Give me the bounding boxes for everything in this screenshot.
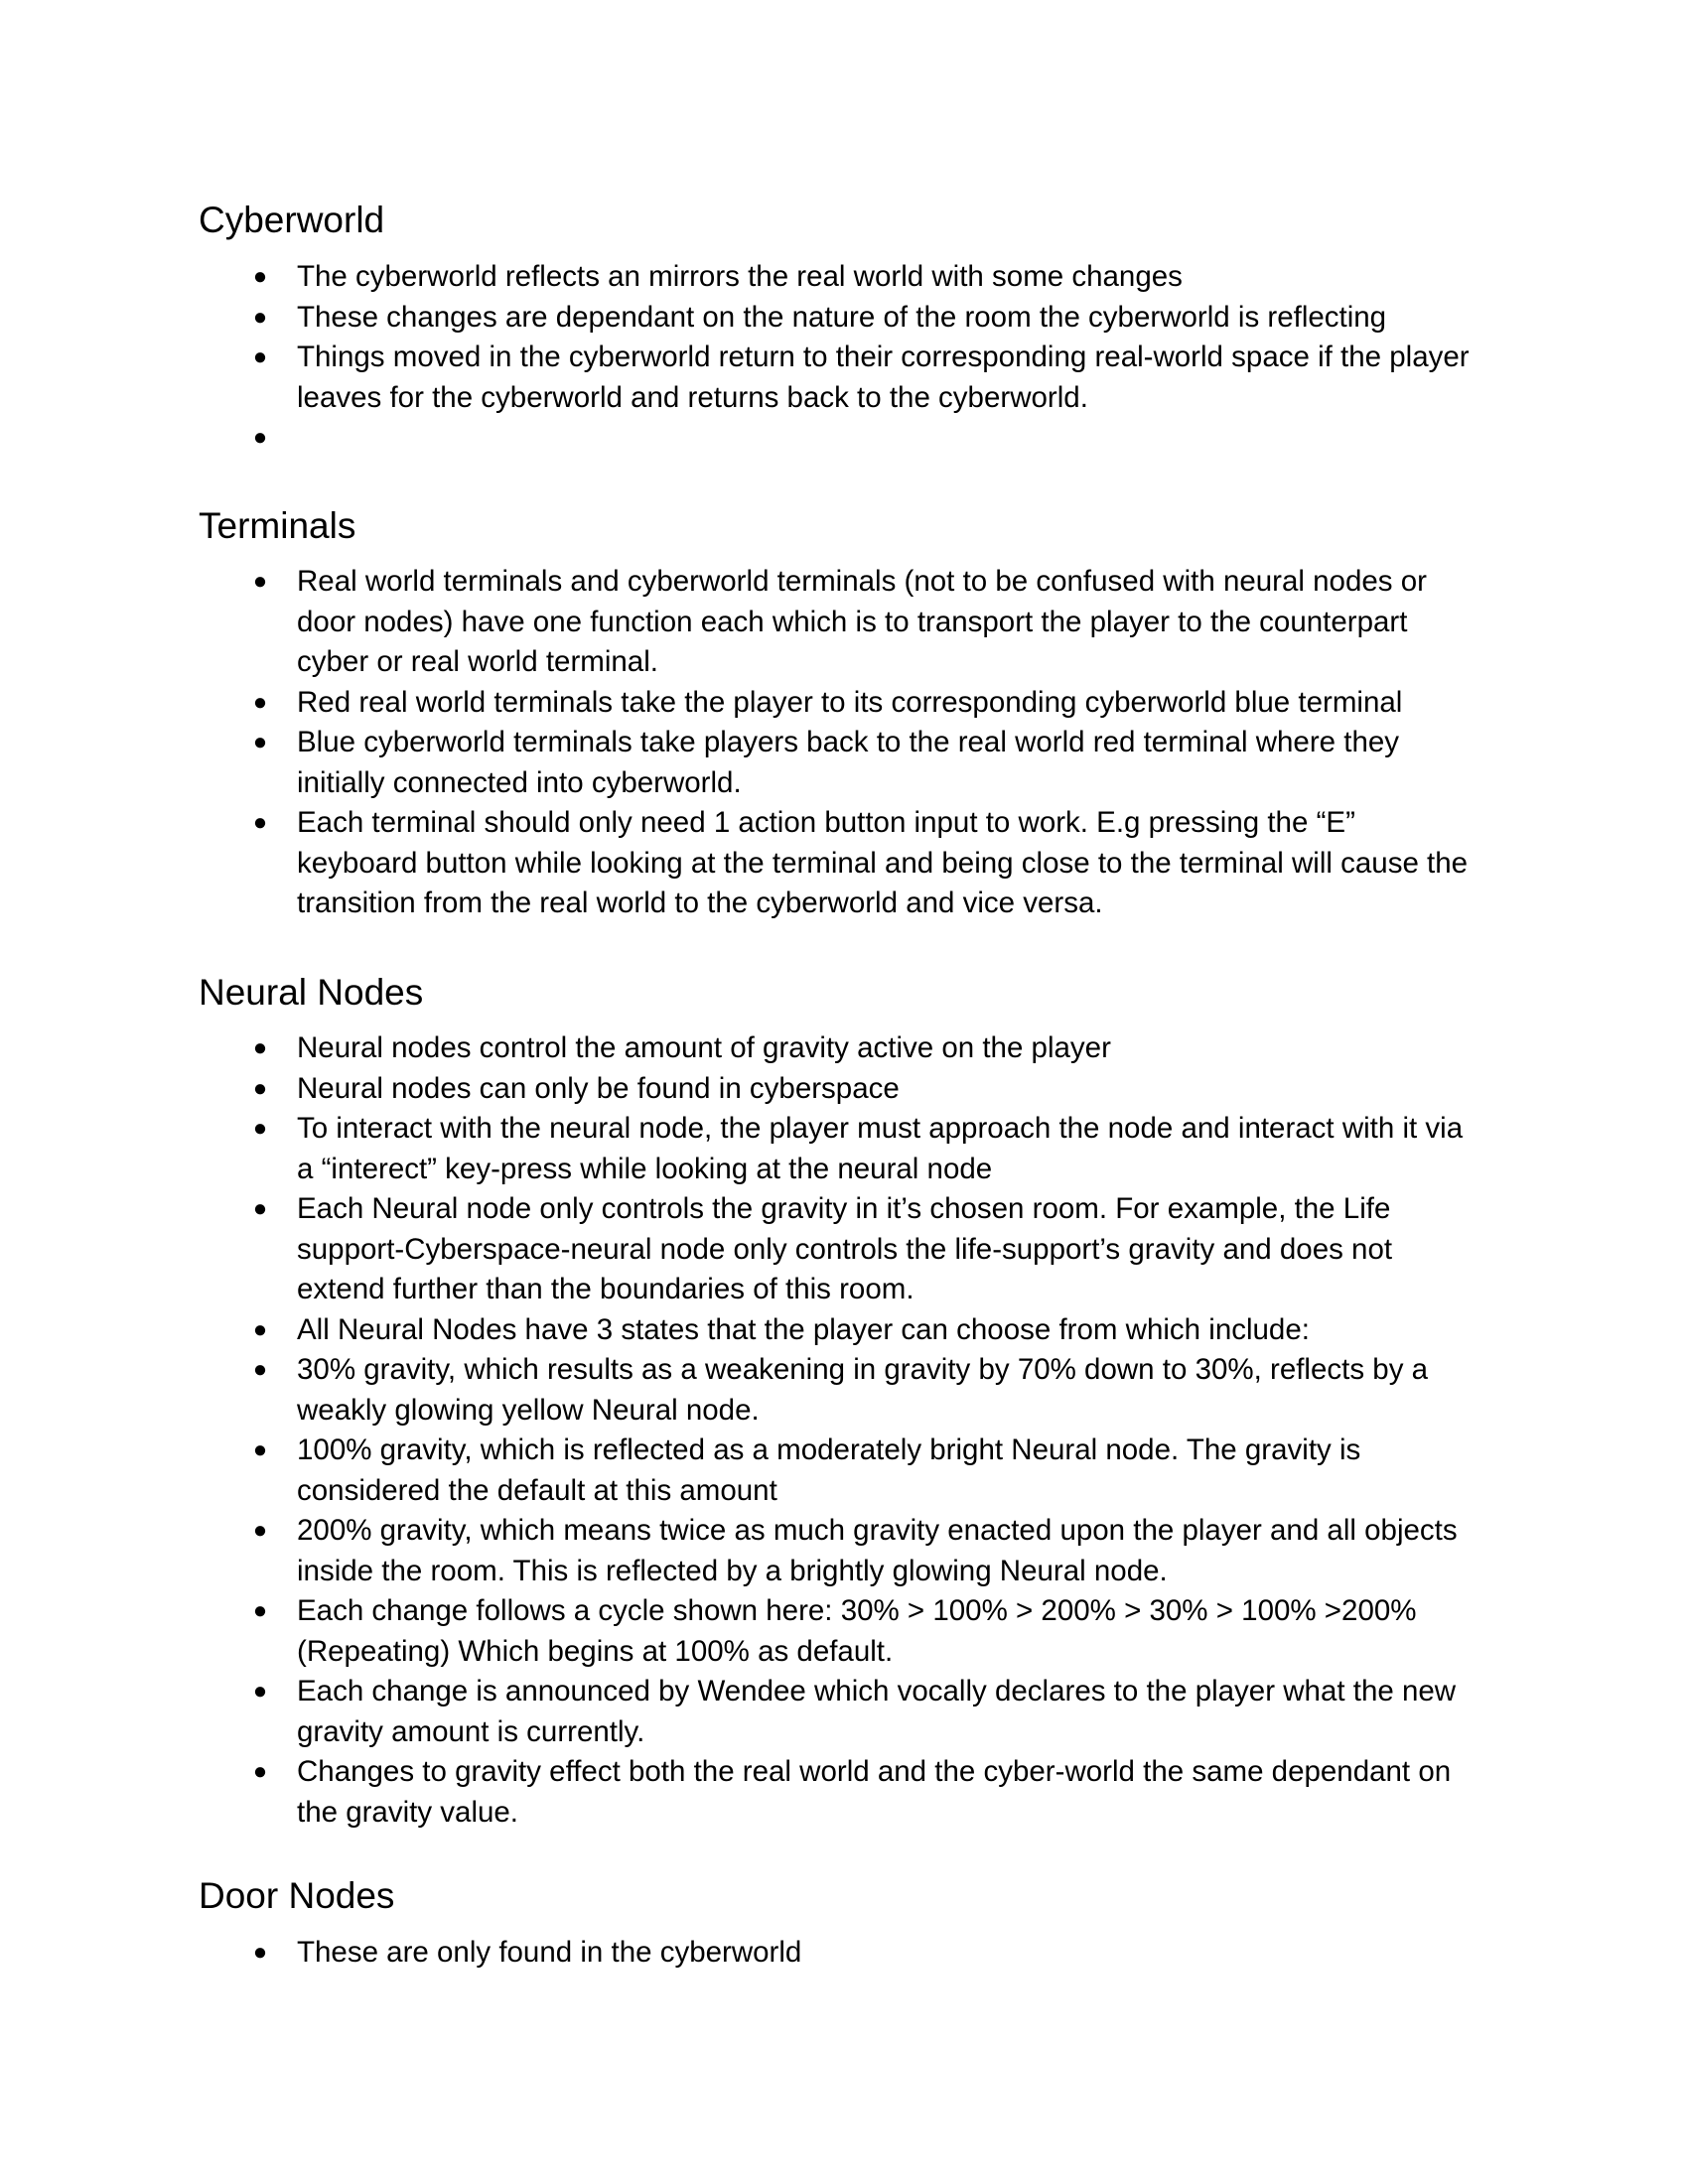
section-heading: Door Nodes bbox=[199, 1875, 395, 1916]
bullet-icon: ● bbox=[252, 1074, 268, 1102]
bullet-icon: ● bbox=[252, 1517, 268, 1544]
list-item bbox=[0, 1028, 1483, 1069]
bullet-icon: ● bbox=[252, 424, 268, 451]
bullet-list bbox=[0, 1933, 1688, 1974]
bullet-icon: ● bbox=[252, 1315, 268, 1343]
list-item bbox=[0, 1591, 1483, 1672]
list-item bbox=[0, 1933, 1483, 1974]
bullet-icon: ● bbox=[252, 809, 268, 836]
list-item bbox=[0, 1431, 1483, 1511]
bullet-icon: ● bbox=[252, 1115, 268, 1142]
list-item-text: 30% gravity, which results as a weakening in gravity by 70% down to 30%, reflects by a weakly glowing yellow Neural node. bbox=[297, 1353, 1429, 1427]
list-item bbox=[0, 418, 1483, 459]
list-item-text: Red real world terminals take the player to its corresponding cyberworld blue terminal bbox=[297, 685, 1403, 719]
list-item bbox=[0, 562, 1483, 683]
section-heading: Terminals bbox=[199, 505, 356, 546]
bullet-icon: ● bbox=[252, 1436, 268, 1463]
list-item-text: These changes are dependant on the nature of the room the cyberworld is reflecting bbox=[297, 300, 1387, 334]
list-item bbox=[0, 298, 1483, 339]
list-item bbox=[0, 723, 1483, 803]
list-item-text: Neural nodes can only be found in cyberspace bbox=[297, 1071, 900, 1105]
bullet-icon: ● bbox=[252, 688, 268, 716]
list-item-text: Each Neural node only controls the gravity in it’s chosen room. For example, the Life support-Cyberspace-neural node only controls the life-support’s gravity and does not extend further than the boundaries of this room. bbox=[297, 1192, 1393, 1305]
list-item-text: Blue cyberworld terminals take players back to the real world red terminal where they initially connected into cyberworld. bbox=[297, 726, 1400, 799]
list-item-text: Neural nodes control the amount of gravity active on the player bbox=[297, 1031, 1111, 1064]
list-item bbox=[0, 338, 1483, 418]
bullet-icon: ● bbox=[252, 343, 268, 370]
bullet-icon: ● bbox=[252, 1356, 268, 1383]
list-item-text: All Neural Nodes have 3 states that the player can choose from which include: bbox=[297, 1312, 1310, 1346]
list-item bbox=[0, 1189, 1483, 1310]
list-item-text: 100% gravity, which is reflected as a moderately bright Neural node. The gravity is considered the default at this amount bbox=[297, 1433, 1361, 1507]
bullet-icon: ● bbox=[252, 1758, 268, 1785]
bullet-list bbox=[0, 562, 1688, 924]
bullet-icon: ● bbox=[252, 303, 268, 331]
list-item bbox=[0, 1109, 1483, 1189]
bullet-list bbox=[0, 257, 1688, 459]
bullet-icon: ● bbox=[252, 568, 268, 595]
bullet-list bbox=[0, 1028, 1688, 1833]
bullet-icon: ● bbox=[252, 729, 268, 755]
list-item-text: Changes to gravity effect both the real world and the cyber-world the same dependant on the gravity value. bbox=[297, 1755, 1452, 1829]
list-item-text: 200% gravity, which means twice as much gravity enacted upon the player and all objects inside the room. This is reflected by a brightly glowing Neural node. bbox=[297, 1514, 1458, 1587]
list-item bbox=[0, 1511, 1483, 1591]
list-item bbox=[0, 257, 1483, 298]
bullet-icon: ● bbox=[252, 1195, 268, 1222]
list-item-text: Real world terminals and cyberworld terminals (not to be confused with neural nodes or door nodes) have one function each which is to transport the player to the counterpart cyber or real world terminal. bbox=[297, 565, 1427, 678]
list-item-text: Things moved in the cyberworld return to their corresponding real-world space if the player leaves for the cyberworld and returns back to the cyberworld. bbox=[297, 341, 1470, 414]
bullet-icon: ● bbox=[252, 1678, 268, 1705]
section-heading: Neural Nodes bbox=[199, 972, 424, 1013]
list-item bbox=[0, 803, 1483, 924]
list-item-text: Each terminal should only need 1 action button input to work. E.g pressing the “E” keyboard button while looking at the terminal and being close to the terminal will cause the transition from the real world to the cyberworld and vice versa. bbox=[297, 806, 1469, 919]
list-item bbox=[0, 1672, 1483, 1752]
list-item-text bbox=[297, 418, 1483, 459]
list-item bbox=[0, 683, 1483, 724]
bullet-icon: ● bbox=[252, 1034, 268, 1061]
bullet-icon: ● bbox=[252, 1597, 268, 1624]
list-item bbox=[0, 1350, 1483, 1431]
list-item bbox=[0, 1752, 1483, 1833]
list-item-text: Each change is announced by Wendee which vocally declares to the player what the new gravity amount is currently. bbox=[297, 1675, 1457, 1748]
bullet-icon: ● bbox=[252, 1939, 268, 1966]
list-item bbox=[0, 1310, 1483, 1351]
list-item-text: These are only found in the cyberworld bbox=[297, 1936, 802, 1969]
list-item bbox=[0, 1069, 1483, 1110]
list-item-text: To interact with the neural node, the player must approach the node and interact with it via a “interect” key-press while looking at the neural node bbox=[297, 1112, 1464, 1185]
list-item-text: The cyberworld reflects an mirrors the real world with some changes bbox=[297, 260, 1183, 293]
bullet-icon: ● bbox=[252, 263, 268, 290]
list-item-text: Each change follows a cycle shown here: 30% > 100% > 200% > 30% > 100% >200% (Repeating) Which begins at 100% as default. bbox=[297, 1594, 1417, 1668]
section-heading: Cyberworld bbox=[199, 200, 385, 240]
